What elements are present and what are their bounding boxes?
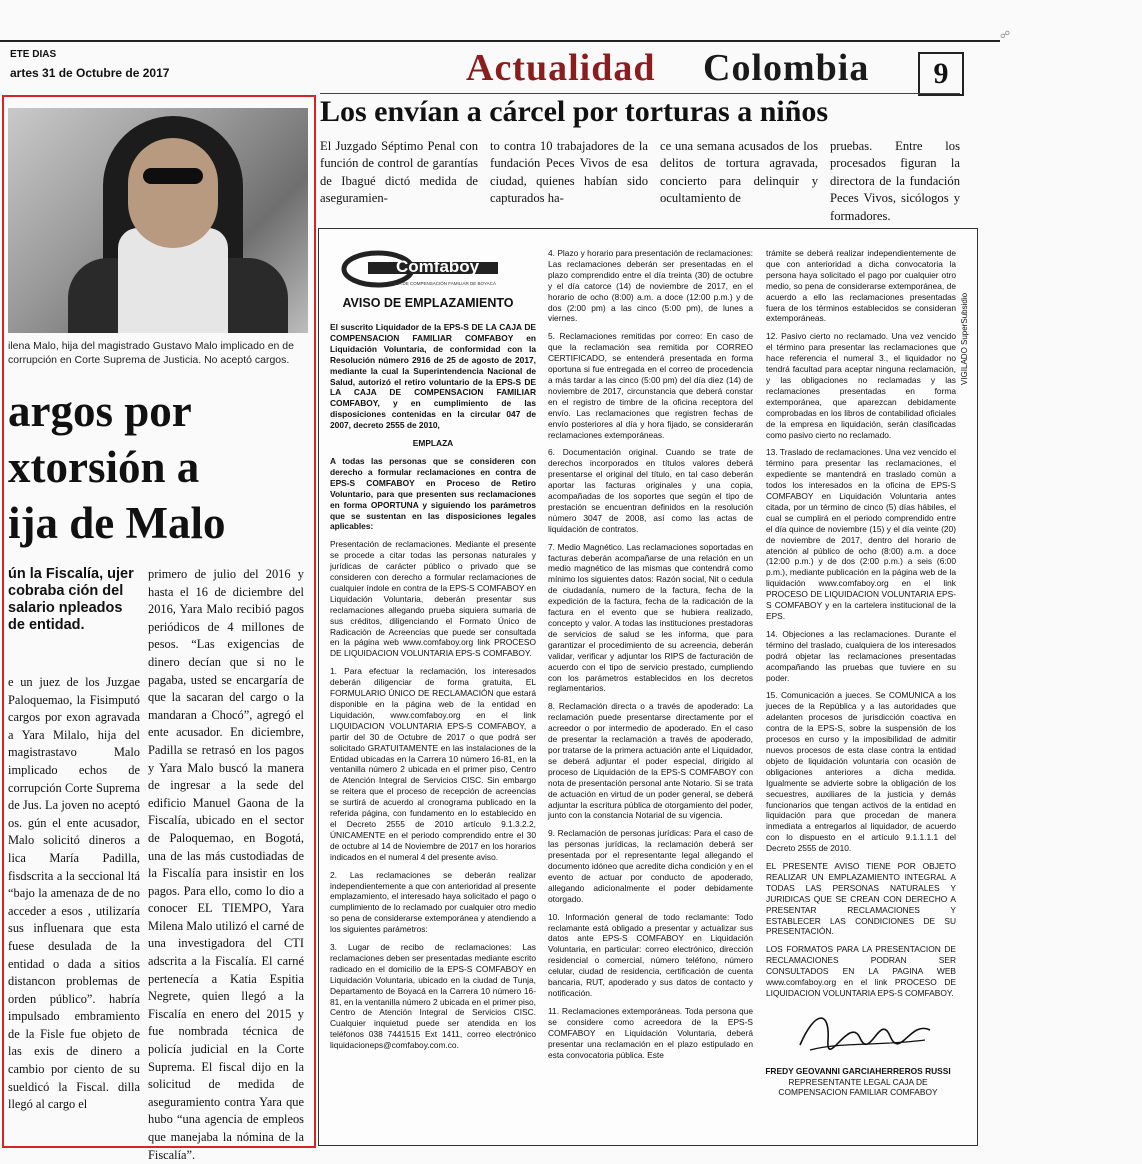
signer-title-2: COMPENSACION FAMILIAR COMFABOY — [778, 1087, 938, 1097]
side-headline-line-2: xtorsión a — [8, 442, 200, 492]
notice-col-1 — [330, 322, 536, 1058]
section-title-actualidad: Actualidad — [466, 47, 656, 89]
notice-col-3 — [766, 248, 956, 1006]
notice-item-10: 10. Información general de todo reclamante: Todo reclamante está obligado a presentar y actualizar sus datos ante EPS-S COMFABOY en Liquidación Voluntaria, en particular: correo electrónico, dirección residencial o comercial, número teléfono, número celular, ciudad de residencia, certificación de cuenta bancaria, RUT, apoderado y sus datos de contacto y notificación. — [548, 911, 753, 998]
notice-item-6: 6. Documentación original. Cuando se trate de derechos incorporados en títulos valores deberá presentarse el original del título, en tal caso deberán aportar las facturas originales y una copia, acompañadas de los soportes que según el tipo de prestación se encuentran definidos en la resolución número 3047 de 2008, así como las actas de liquidación de contratos. — [548, 447, 753, 534]
notice-item-3: 3. Lugar de recibo de reclamaciones: Las reclamaciones deben ser presentadas mediante escrito radicado en el domicilio de la EPS-S COMFABOY en Liquidación Voluntaria, ubicado en la ciudad de Tunja, Departamento de Boyacá en la Carrera 10 número 16-81, en la ventanilla número 2 ubicada en el primer piso, Centro de Atención Integral de Servicios CISC. Cualquier inquietud puede ser atendida en los teléfonos 038 7441515 Ext 1411, correo electrónico liquidacioneps@comfaboy.com.co. — [330, 942, 536, 1051]
publication-name: ETE DIAS — [10, 49, 57, 60]
notice-closing-2: LOS FORMATOS PARA LA PRESENTACION DE RECLAMACIONES PODRAN SER CONSULTADOS EN LA PAGINA WEB www.comfaboy.org en el link PROCESO DE LIQUIDACION VOLUNTARIA EPS-S COMFABOY. — [766, 944, 956, 998]
notice-item-11: 11. Reclamaciones extemporáneas. Toda persona que se considere como acreedora de la EPS-S COMFABOY en Liquidación Voluntaria, deberá presentar una reclamación en el plazo estipulado en esta convocatoria pública. Este — [548, 1005, 753, 1060]
notice-item-13: 13. Traslado de reclamaciones. Una vez vencido el término para presentar las reclamaciones, el expediente se mantendrá en traslado común a todos los interesados en la oficina de EPS-S COMFABOY en Liquidación Voluntaria antes citada, por un término de cinco (5) días hábiles, el cual se cumplirá en el periodo comprendido entre el día quince de noviembre (15) y el día veinte (20) de noviembre de 2017, dentro del horario de atención al público de ocho (8:00) a.m. a doce (12:00 p.m.) y de dos (2:00 p.m.) a seis (6:00 p.m.), mediante publicación en la página web de la liquidación www.comfaboy.org en el link PROCESO DE LIQUIDACION VOLUNTARIA EPS-S COMFABOY y en la cartelera institucional de la EPS. — [766, 447, 956, 621]
signer-name: FREDY GEOVANNI GARCIAHERREROS RUSSI — [765, 1066, 951, 1076]
notice-item-11-cont: trámite se deberá realizar independientemente de que con anterioridad a dicha convocatoria la persona haya solicitado el pago por cualquier otro medio, so pena de considerarse extemporánea, de acuerdo a ello las reclamaciones presentadas fuera de los términos establecidos se consideran extemporáneas. — [766, 248, 956, 324]
notice-para-intro: El suscrito Liquidador de la EPS-S DE LA CAJA DE COMPENSACION FAMILIAR COMFABOY en Liquidación Voluntaria, de conformidad con la Resolución número 2916 de 25 de agosto de 2017, mediante la cual la Superintendencia Nacional de Salud, autorizó el retiro voluntario de la EPS-S DE LA CAJA DE COMPENSACION FAMILIAR COMFABOY, y en cumplimiento de las disposiciones contenidas en la circular 047 de 2007, decreto 2555 de 2010, — [330, 322, 536, 431]
main-headline: Los envían a cárcel por torturas a niños — [320, 95, 829, 128]
news-photo — [8, 108, 308, 333]
notice-item-9: 9. Reclamación de personas jurídicas: Para el caso de las personas jurídicas, la reclamación deberá ser presentada por el representante legal allegando el documento idóneo que acredite dicha condición y en el evento de actuar por conducto de apoderado, allegando adicionalmente el poder debidamente otorgado. — [548, 828, 753, 904]
main-story-col-2: to contra 10 trabajadores de la fundación Peces Vivos de esa ciudad, quienes habían sido capturados ha- — [490, 139, 648, 206]
notice-closing-1: EL PRESENTE AVISO TIENE POR OBJETO REALIZAR UN EMPLAZAMIENTO INTEGRAL A TODAS LAS PERSONAS NATURALES Y JURIDICAS QUE SE CREAN CON DERECHO A PRESENTAR RECLAMACIONES Y ESTABLECER LAS CONDICIONES DE SU PRESENTACIÓN. — [766, 861, 956, 937]
notice-item-5: 5. Reclamaciones remitidas por correo: En caso de que la reclamación sea remitida por CORREO CERTIFICADO, se entenderá presentada en forma oportuna si fue entregada en el correo de procedencia a más tardar a las cinco (5:00 pm) del día diez (14) de noviembre de 2017, circunstancia que deberá constar en el registro de timbre de la oficina receptora del envío. Las reclamaciones que registren fechas de envío posteriores al día y hora fijado, se considerarán reclamaciones extemporáneas. — [548, 331, 753, 440]
notice-item-15: 15. Comunicación a jueces. Se COMUNICA a los jueces de la República y a las autoridades que adelanten procesos de jurisdicción coactiva en contra de la EPS-S, sobre la suspensión de los procesos en curso y la imposibilidad de admitir nuevos procesos de esta clase contra la entidad objeto de liquidación voluntaria con ocasión de obligaciones anteriores a dicha medida. Igualmente se advierte sobre la obligación de los secuestres, auxiliares de la justicia y demás funcionarios que tengan activos de la entidad en liquidación para que procedan de manera inmediata a entregarlos al liquidador, de acuerdo con lo dispuesto en el artículo 9.1.1.1.1 del Decreto 2555 de 2010. — [766, 690, 956, 854]
side-story-col-right: primero de julio del 2016 y hasta el 16 de diciembre del 2016, Yara Malo recibió pagos periódicos de 4 millones de pesos. “Las exigencias de dinero decían que si no le pagaba, usted se encargaría de que la sacaran del cargo o la mandaran a Chocó”, agregó el ente acusador. En diciembre, Padilla se retrasó en los pagos y Yara Malo buscó la manera de ingresar a la sede del edificio Manuel Gaona de la Fiscalía, ubicado en el sector de Paloquemao, en Bogotá, una de las más custodiadas de la Fiscalía para insistir en los pagos. Para ello, como lo dio a conocer EL TIEMPO, Yara Milena Malo utilizó el carné de una investigadora del CTI adscrita a la Fiscalía. El carné pertenecía a Katia Espitia Negrete, quien llegó a la Fiscalía en enero del 2015 y fue nombrada técnica de policía judicial en la Corte Suprema. El fiscal dijo en la solicitud de medida de aseguramiento contra Yara que hubo “una agencia de empleos que manejaba la nómina de la Fiscalía”. — [148, 567, 304, 1162]
signature-icon — [790, 1000, 940, 1060]
section-title-colombia: Colombia — [703, 47, 870, 89]
headline-rule — [320, 93, 960, 94]
notice-item-4: 4. Plazo y horario para presentación de reclamaciones: Las reclamaciones deberán ser presentadas en el plazo comprendido entre el día treinta (30) de octubre y el día catorce (14) de noviembre de 2017, en el horario de ocho (8:00) a.m. a doce (12:00 p.m.) y de dos (2:00 pm) a las cinco (5:00 pm), de lunes a viernes. — [548, 248, 753, 324]
notice-item-14: 14. Objeciones a las reclamaciones. Durante el término del traslado, cualquiera de los interesados podrá objetar las reclamaciones presentadas acompañando las pruebas que tuviere en su poder. — [766, 628, 956, 683]
side-headline-line-1: argos por — [8, 386, 192, 436]
notice-emplaza: EMPLAZA — [412, 438, 454, 449]
notice-para-addressees: A todas las personas que se consideren con derecho a formular reclamaciones en contra de EPS-S COMFABOY en Proceso de Retiro Voluntario, para que presenten sus reclamaciones en forma OPORTUNA y siguiendo los parámetros que se sustentan en las disposiciones legales aplicables: — [330, 455, 536, 532]
publication-date: artes 31 de Octubre de 2017 — [10, 66, 170, 80]
notice-item-7: 7. Medio Magnético. Las reclamaciones soportadas en facturas deberán acompañarse de una relación en un medio magnético de las mismas que contendrá como mínimo los siguientes datos: Razón social, Nit o cedula de ciudadanía, numero de la factura, fecha de la expedición de la factura, fecha de la radicación de la factura en el evento que se hubiera realizado, concepto y valor. A todas las instituciones prestadoras de servicios de salud se les informa, que para garantizar el procedimiento de su acreencia, deberán validar, verificar y adjuntar los RIPS de facturación de acuerdo con el tipo de servicio prestado, cumpliendo con los parámetros establecidos en los decretos reglamentarios. — [548, 541, 753, 694]
logo-subtitle: CAJA DE COMPENSACIÓN FAMILIAR DE BOYACÁ — [390, 281, 496, 286]
photo-caption: ilena Malo, hija del magistrado Gustavo Malo implicado en de corrupción en Corte Suprema de Justicia. No aceptó cargos. — [8, 340, 294, 366]
notice-item-12: 12. Pasivo cierto no reclamado. Una vez vencido el término para presentar las reclamaciones que hace referencia el numeral 3., el liquidador no tendrá facultad para aceptar ninguna reclamación, y las obligaciones no reclamadas y las reclamaciones presentadas en forma extemporánea, que aparezcan debidamente comprobadas en los libros de contabilidad oficiales de la empresa en liquidación, serán clasificadas como pasivo cierto no reclamado. — [766, 331, 956, 440]
corner-mark-icon: ☍ — [1000, 30, 1011, 41]
side-headline-line-3: ija de Malo — [8, 498, 226, 548]
notice-item-2: 2. Las reclamaciones se deberán realizar independientemente a que con anterioridad al presente emplazamiento, el interesado haya solicitado el pago o cumplimiento de lo reclamado por cualquier otro medio so pena de considerarse extemporánea y atendiendo a los siguientes parámetros: — [330, 869, 536, 935]
side-subhead: ún la Fiscalía, ujer cobraba ción del salario npleados de entidad. — [8, 566, 134, 633]
masthead-rule — [0, 40, 1000, 42]
notice-item-8: 8. Reclamación directa o a través de apoderado: La reclamación puede presentarse directamente por el acreedor o por intermedio de apoderado. En el caso de presentar la reclamación a través de apoderado, por tratarse de la primera actuación ante el Liquidador, se deberá adjuntar el poder especial, dirigido al proceso de Liquidación de la EPS-S COMFABOY con nota de presentación personal ante Notario. Si se trata de actuación en virtud de un poder general, se deberá adjuntar la escritura pública de otorgamiento del poder, junto con la constancia Notarial de su vigencia. — [548, 701, 753, 821]
notice-para-presentation: Presentación de reclamaciones. Mediante el presente se procede a citar todas las personas naturales y jurídicas de carácter público o privado que se consideren con derecho a formular reclamaciones de cualquier índole en contra de la EPS-S COMFABOY en Liquidación Voluntaria, deberán presentar sus reclamaciones allegando prueba siquiera sumaria de sus créditos, diligenciando el Formato Único de Radicación de Acreencias que puede ser consultada en la página web www.comfaboy.org link PROCESO DE LIQUIDACION VOLUNTARIA EPS-S COMFABOY. — [330, 539, 536, 659]
main-story-col-4: pruebas. Entre los procesados figuran la directora de la fundación Peces Vivos, sicólogos y formadores. — [830, 139, 960, 223]
notice-col-2 — [548, 248, 753, 1067]
signature-block — [748, 1066, 968, 1098]
main-story-col-3: ce una semana acusados de los delitos de tortura agravada, concierto para delinquir y ocultamiento de — [660, 139, 818, 206]
page-number: 9 — [918, 52, 964, 96]
vigilado-seal: VIGILADO SuperSubsidio — [960, 292, 969, 386]
notice-item-1: 1. Para efectuar la reclamación, los interesados deberán diligenciar de forma gratuita, EL FORMULARIO ÚNICO DE RECLAMACIÓN que estará disponible en la página web de la entidad en Liquidación, www.comfaboy.org en el link LIQUIDACION VOLUNTARIA EPS-S COMFABOY, a partir del 30 de Octubre de 2017 o que podrá ser solicitado GRATUITAMENTE en las instalaciones de la Entidad ubicadas en la Carrera 10 número 16-81, en la ventanilla número 2 ubicada en el primer piso, Centro de Atención Integral de Servicios CISC. Sin embargo se reitera que el proceso de recepción de acreencias se surtirá de acuerdo al cronograma publicado en la referida página, con fundamento en lo establecido en el Decreto 2555 de 2010 artículo 9.1.3.2.2, ÚNICAMENTE en el periodo comprendido entre el 30 de octubre al 14 de Noviembre de 2017 en los horarios indicados en el numeral 4 del presente aviso. — [330, 666, 536, 862]
notice-title: AVISO DE EMPLAZAMIENTO — [342, 296, 514, 310]
comfaboy-logo-icon — [338, 248, 518, 290]
signer-title-1: REPRESENTANTE LEGAL CAJA DE — [788, 1076, 928, 1087]
logo-wordmark: Comfaboy — [396, 257, 480, 276]
main-story-col-1: El Juzgado Séptimo Penal con función de control de garantías de Ibagué dictó medida de aseguramien- — [320, 139, 478, 206]
side-story-col-left: e un juez de los Juzgae Paloquemao, la Fisimputó cargos por exon agravada a Yara Milalo, hija del magistrastavo Malo implicado echos de corrupción Corte Suprema de Jus. La joven no aceptó os. gún el ente acusador, Malo solicitó dineros a lica María Padilla, fisdscrita a la seccional ltá “bajo la amenaza de de no acceder a esos , utilizaría sus influenara que esta fuese desulada de la entidad o dada a sitios distancon problemas de orden público”. habría impulsado embramiento de la Fisle fue objeto de las exis de dinero a cambio por ciento de su sueldicó la Fiscal. dilla llegó al cargo el — [8, 675, 140, 1112]
